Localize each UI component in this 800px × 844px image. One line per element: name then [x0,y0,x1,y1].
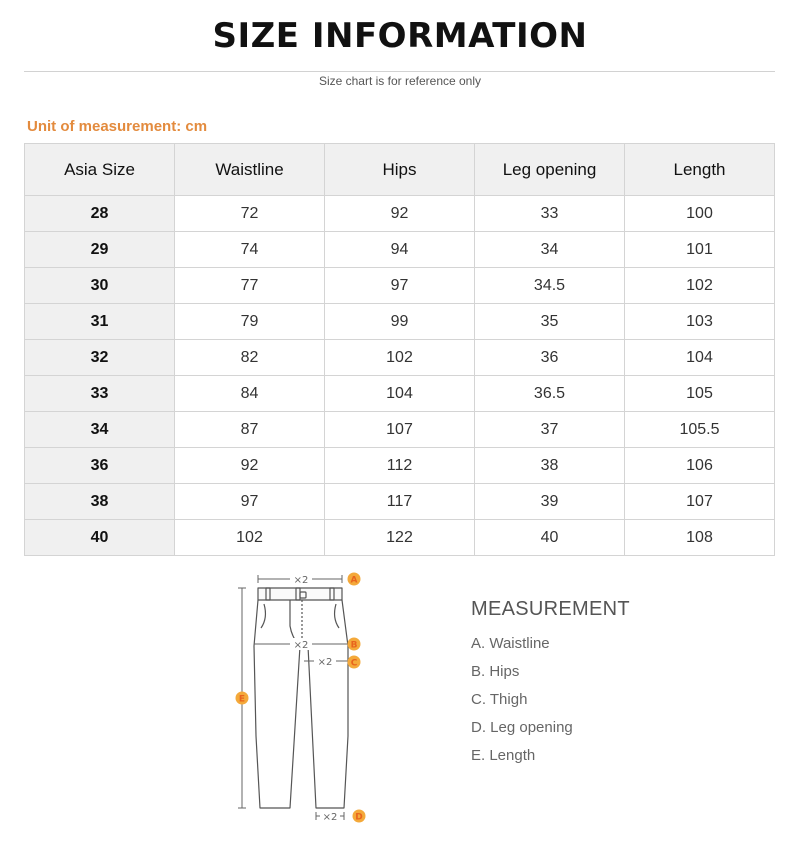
length-cell: 102 [625,268,775,304]
waistline-cell: 79 [175,304,325,340]
reference-note: Size chart is for reference only [318,74,482,88]
waistline-cell: 77 [175,268,325,304]
thigh-multiplier: ×2 [317,657,333,668]
hips-cell: 97 [325,268,475,304]
column-header-hips: Hips [325,144,475,196]
pants-outline-icon [254,588,348,808]
size-chart-table [24,143,775,556]
unit-label: Unit of measurement: cm [27,118,208,135]
hips-cell: 94 [325,232,475,268]
svg-text:B: B [350,640,358,651]
legend-item-waistline: A. Waistline [471,635,550,652]
length-cell: 108 [625,520,775,556]
waistline-cell: 84 [175,376,325,412]
pants-measurement-diagram [230,566,380,832]
length-cell: 103 [625,304,775,340]
size-cell: 32 [25,340,175,376]
size-cell: 30 [25,268,175,304]
size-cell: 38 [25,484,175,520]
column-header-leg-opening: Leg opening [475,144,625,196]
hips-cell: 92 [325,196,475,232]
waistline-cell: 92 [175,448,325,484]
leg-opening-cell: 34.5 [475,268,625,304]
size-cell: 33 [25,376,175,412]
table-row [25,448,775,484]
length-cell: 107 [625,484,775,520]
table-row [25,304,775,340]
leg-opening-cell: 39 [475,484,625,520]
length-cell: 105 [625,376,775,412]
hips-cell: 117 [325,484,475,520]
table-row [25,340,775,376]
marker-b-icon [348,638,361,651]
waistline-cell: 87 [175,412,325,448]
length-cell: 100 [625,196,775,232]
table-row [25,412,775,448]
waistline-multiplier: ×2 [293,575,309,586]
hips-multiplier: ×2 [293,640,309,651]
hips-cell: 104 [325,376,475,412]
table-row [25,232,775,268]
hips-cell: 122 [325,520,475,556]
svg-text:C: C [350,658,358,669]
length-cell: 101 [625,232,775,268]
column-header-waistline: Waistline [175,144,325,196]
leg-opening-multiplier: ×2 [322,812,338,823]
table-row [25,196,775,232]
legend-item-leg-opening: D. Leg opening [471,719,573,736]
size-cell: 40 [25,520,175,556]
column-header-asia-size: Asia Size [25,144,175,196]
length-cell: 105.5 [625,412,775,448]
leg-opening-cell: 36.5 [475,376,625,412]
leg-opening-cell: 36 [475,340,625,376]
marker-d-icon [353,810,366,823]
table-row [25,268,775,304]
hips-cell: 107 [325,412,475,448]
size-cell: 36 [25,448,175,484]
table-header-row [25,144,775,196]
waistline-cell: 97 [175,484,325,520]
legend-item-thigh: C. Thigh [471,691,528,708]
title-divider [24,71,775,72]
marker-c-icon [348,656,361,669]
svg-text:A: A [350,575,358,586]
marker-a-icon [348,573,361,586]
leg-opening-cell: 37 [475,412,625,448]
hips-cell: 102 [325,340,475,376]
size-cell: 31 [25,304,175,340]
waistline-cell: 74 [175,232,325,268]
waistline-cell: 102 [175,520,325,556]
legend-item-length: E. Length [471,747,536,764]
page-title: SIZE INFORMATION [212,16,588,56]
size-cell: 29 [25,232,175,268]
table-row [25,376,775,412]
hips-cell: 99 [325,304,475,340]
legend-title: MEASUREMENT [471,598,630,620]
size-cell: 34 [25,412,175,448]
waistline-cell: 82 [175,340,325,376]
size-cell: 28 [25,196,175,232]
leg-opening-cell: 35 [475,304,625,340]
marker-e-icon [236,692,249,705]
leg-opening-cell: 40 [475,520,625,556]
hips-cell: 112 [325,448,475,484]
leg-opening-cell: 33 [475,196,625,232]
leg-opening-cell: 34 [475,232,625,268]
table-row [25,484,775,520]
length-cell: 106 [625,448,775,484]
legend-item-hips: B. Hips [471,663,520,680]
waistline-cell: 72 [175,196,325,232]
length-cell: 104 [625,340,775,376]
svg-text:E: E [238,694,246,705]
svg-text:D: D [355,812,363,823]
column-header-length: Length [625,144,775,196]
leg-opening-cell: 38 [475,448,625,484]
measurement-legend [471,598,630,774]
table-row [25,520,775,556]
